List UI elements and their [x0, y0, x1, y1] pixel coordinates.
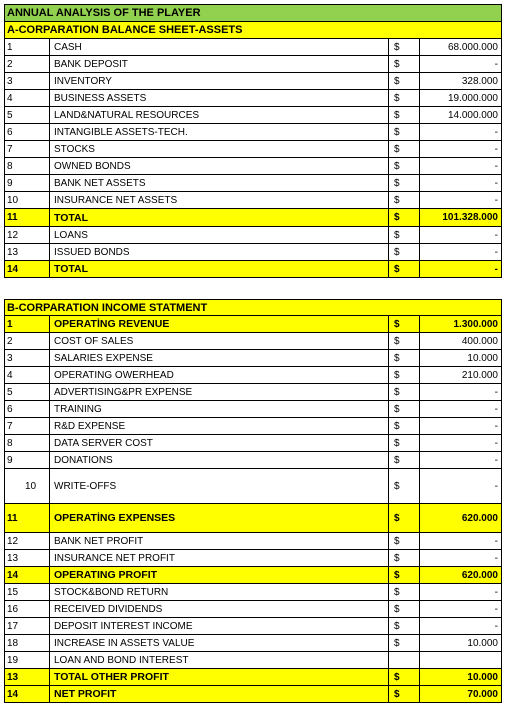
value-cell[interactable]: 400.000: [461, 335, 498, 347]
row-label[interactable]: STOCKS: [50, 141, 389, 157]
table-row: [4, 533, 502, 550]
table-row: [4, 227, 502, 244]
row-number[interactable]: 2: [5, 333, 50, 349]
row-label[interactable]: OPERATİNG EXPENSES: [50, 504, 389, 532]
table-row: [4, 401, 502, 418]
table-row: [4, 56, 502, 73]
currency-cell[interactable]: $: [389, 261, 420, 277]
value-cell[interactable]: 1.300.000: [453, 318, 498, 330]
row-label[interactable]: SALARIES EXPENSE: [50, 350, 389, 366]
section-a-title: A-CORPARATION BALANCE SHEET-ASSETS: [7, 24, 243, 36]
table-row: [4, 175, 502, 192]
currency-cell[interactable]: $: [389, 39, 420, 55]
row-number[interactable]: 13: [5, 550, 50, 566]
table-row: [4, 435, 502, 452]
currency-cell[interactable]: $: [389, 533, 420, 549]
row-number[interactable]: 5: [5, 384, 50, 400]
row-label[interactable]: INVENTORY: [50, 73, 389, 89]
row-number[interactable]: 2: [5, 56, 50, 72]
table-row: [4, 601, 502, 618]
row-label[interactable]: BANK DEPOSIT: [50, 56, 389, 72]
row-number[interactable]: 12: [5, 227, 50, 243]
row-number[interactable]: 9: [5, 175, 50, 191]
row-number[interactable]: 7: [5, 141, 50, 157]
table-row: [4, 124, 502, 141]
row-label[interactable]: DEPOSIT INTEREST INCOME: [50, 618, 389, 634]
currency-cell[interactable]: $: [389, 567, 420, 583]
row-number[interactable]: 5: [5, 107, 50, 123]
currency-cell[interactable]: $: [389, 175, 420, 191]
section-b-title-row: [4, 299, 502, 316]
value-cell[interactable]: 620.000: [461, 569, 498, 581]
currency-cell[interactable]: $: [389, 367, 420, 383]
table-row: [4, 192, 502, 209]
value-cell[interactable]: -: [494, 194, 498, 206]
row-number[interactable]: 3: [5, 73, 50, 89]
value-cell[interactable]: -: [494, 126, 498, 138]
value-cell[interactable]: -: [494, 58, 498, 70]
currency-cell[interactable]: $: [389, 384, 420, 400]
row-number[interactable]: 17: [5, 618, 50, 634]
row-number[interactable]: 7: [5, 418, 50, 434]
value-cell[interactable]: -: [494, 437, 498, 449]
currency-cell[interactable]: $: [389, 227, 420, 243]
currency-cell[interactable]: $: [389, 584, 420, 600]
currency-cell[interactable]: $: [389, 669, 420, 685]
currency-cell[interactable]: $: [389, 635, 420, 651]
currency-cell[interactable]: $: [389, 90, 420, 106]
value-cell[interactable]: -: [494, 160, 498, 172]
value-cell[interactable]: -: [494, 386, 498, 398]
table-row: [4, 550, 502, 567]
value-cell[interactable]: -: [494, 480, 498, 492]
row-number[interactable]: 8: [5, 435, 50, 451]
row-label[interactable]: LOANS: [50, 227, 389, 243]
value-cell[interactable]: 10.000: [467, 352, 498, 364]
value-cell[interactable]: -: [494, 403, 498, 415]
currency-cell[interactable]: $: [389, 244, 420, 260]
table-row: [4, 367, 502, 384]
row-label[interactable]: STOCK&BOND RETURN: [50, 584, 389, 600]
value-cell[interactable]: -: [494, 229, 498, 241]
row-number[interactable]: 10: [5, 469, 50, 503]
row-number[interactable]: 11: [5, 209, 50, 226]
table-row: [4, 635, 502, 652]
row-label[interactable]: BANK NET PROFIT: [50, 533, 389, 549]
row-label[interactable]: OPERATING OWERHEAD: [50, 367, 389, 383]
row-label[interactable]: ADVERTISING&PR EXPENSE: [50, 384, 389, 400]
currency-cell[interactable]: $: [389, 686, 420, 702]
row-number[interactable]: 14: [5, 567, 50, 583]
row-label[interactable]: INCREASE IN ASSETS VALUE: [50, 635, 389, 651]
currency-cell[interactable]: $: [389, 333, 420, 349]
value-cell[interactable]: 210.000: [461, 369, 498, 381]
row-number[interactable]: 9: [5, 452, 50, 468]
section-b-title: B-CORPARATION INCOME STATMENT: [7, 301, 208, 314]
value-cell[interactable]: -: [494, 246, 498, 258]
currency-cell[interactable]: $: [389, 550, 420, 566]
currency-cell[interactable]: $: [389, 418, 420, 434]
row-label[interactable]: TOTAL: [50, 261, 389, 277]
table-row: [4, 244, 502, 261]
row-label[interactable]: LOAN AND BOND INTEREST: [50, 652, 389, 668]
row-number[interactable]: 15: [5, 584, 50, 600]
value-cell[interactable]: -: [494, 143, 498, 155]
row-label[interactable]: RECEIVED DIVIDENDS: [50, 601, 389, 617]
row-number[interactable]: 3: [5, 350, 50, 366]
row-number[interactable]: 18: [5, 635, 50, 651]
currency-cell[interactable]: $: [389, 435, 420, 451]
currency-cell[interactable]: $: [389, 158, 420, 174]
row-label[interactable]: ISSUED BONDS: [50, 244, 389, 260]
row-label[interactable]: TOTAL: [50, 209, 389, 226]
value-cell[interactable]: [420, 652, 501, 668]
value-cell[interactable]: -: [494, 603, 498, 615]
section-a-title-row: [4, 22, 502, 39]
table-row: [4, 107, 502, 124]
row-label[interactable]: DONATIONS: [50, 452, 389, 468]
currency-cell[interactable]: $: [389, 56, 420, 72]
value-cell[interactable]: -: [494, 454, 498, 466]
table-row: [4, 158, 502, 175]
table-row: [4, 350, 502, 367]
table-row: [4, 209, 502, 227]
row-label[interactable]: LAND&NATURAL RESOURCES: [50, 107, 389, 123]
value-cell[interactable]: 10.000: [467, 671, 498, 683]
value-cell[interactable]: -: [494, 586, 498, 598]
row-number[interactable]: 4: [5, 90, 50, 106]
row-number[interactable]: 4: [5, 367, 50, 383]
row-number[interactable]: 1: [5, 316, 50, 332]
row-label[interactable]: R&D EXPENSE: [50, 418, 389, 434]
value-cell[interactable]: -: [494, 263, 498, 275]
table-row: [4, 90, 502, 107]
row-label[interactable]: TRAINING: [50, 401, 389, 417]
row-number[interactable]: 14: [5, 686, 50, 702]
currency-cell[interactable]: $: [389, 124, 420, 140]
row-number[interactable]: 8: [5, 158, 50, 174]
table-row: [4, 39, 502, 56]
currency-cell[interactable]: $: [389, 618, 420, 634]
row-label[interactable]: BUSINESS ASSETS: [50, 90, 389, 106]
row-label[interactable]: DATA SERVER COST: [50, 435, 389, 451]
table-row: [4, 418, 502, 435]
row-label[interactable]: INSURANCE NET ASSETS: [50, 192, 389, 208]
currency-cell[interactable]: $: [389, 316, 420, 332]
row-label[interactable]: INTANGIBLE ASSETS-TECH.: [50, 124, 389, 140]
row-label[interactable]: BANK NET ASSETS: [50, 175, 389, 191]
row-number[interactable]: 1: [5, 39, 50, 55]
currency-cell[interactable]: $: [389, 209, 420, 226]
currency-cell[interactable]: $: [389, 601, 420, 617]
value-cell[interactable]: 19.000.000: [447, 92, 498, 104]
currency-cell[interactable]: $: [389, 469, 420, 503]
currency-cell[interactable]: $: [389, 504, 420, 532]
value-cell[interactable]: -: [494, 552, 498, 564]
sheet-title: ANNUAL ANALYSIS OF THE PLAYER: [7, 7, 201, 19]
row-number[interactable]: 13: [5, 244, 50, 260]
table-row: [4, 618, 502, 635]
value-cell[interactable]: 101.328.000: [442, 212, 498, 223]
table-row: [4, 504, 502, 533]
row-label[interactable]: COST OF SALES: [50, 333, 389, 349]
row-number[interactable]: 12: [5, 533, 50, 549]
table-row: [4, 469, 502, 504]
row-number[interactable]: 6: [5, 124, 50, 140]
table-row: [4, 567, 502, 584]
table-row: [4, 652, 502, 669]
table-row: [4, 141, 502, 158]
sheet-title-row: [4, 4, 502, 22]
table-row: [4, 384, 502, 401]
value-cell[interactable]: -: [494, 620, 498, 632]
row-label[interactable]: NET PROFIT: [50, 686, 389, 702]
value-cell[interactable]: 14.000.000: [447, 109, 498, 121]
row-number[interactable]: 19: [5, 652, 50, 668]
value-cell[interactable]: 68.000.000: [447, 41, 498, 53]
table-row: [4, 333, 502, 350]
currency-cell[interactable]: [389, 652, 420, 668]
currency-cell[interactable]: $: [389, 452, 420, 468]
row-number[interactable]: 13: [5, 669, 50, 685]
row-label[interactable]: WRITE-OFFS: [50, 469, 389, 503]
value-cell[interactable]: -: [494, 420, 498, 432]
table-row: [4, 686, 502, 703]
currency-cell[interactable]: $: [389, 192, 420, 208]
row-label[interactable]: INSURANCE NET PROFIT: [50, 550, 389, 566]
row-number[interactable]: 10: [5, 192, 50, 208]
table-row: [4, 452, 502, 469]
table-row: [4, 669, 502, 686]
table-row: [4, 316, 502, 333]
value-cell[interactable]: 70.000: [467, 688, 498, 700]
value-cell[interactable]: -: [494, 177, 498, 189]
row-label[interactable]: CASH: [50, 39, 389, 55]
row-label[interactable]: OPERATING PROFIT: [50, 567, 389, 583]
row-number[interactable]: 14: [5, 261, 50, 277]
row-number[interactable]: 6: [5, 401, 50, 417]
row-label[interactable]: OWNED BONDS: [50, 158, 389, 174]
currency-cell[interactable]: $: [389, 401, 420, 417]
currency-cell[interactable]: $: [389, 107, 420, 123]
value-cell[interactable]: 10.000: [467, 637, 498, 649]
currency-cell[interactable]: $: [389, 350, 420, 366]
table-row: [4, 261, 502, 278]
value-cell[interactable]: -: [494, 535, 498, 547]
value-cell[interactable]: 620.000: [461, 512, 498, 524]
row-label[interactable]: OPERATİNG REVENUE: [50, 316, 389, 332]
value-cell[interactable]: 328.000: [461, 75, 498, 87]
row-label[interactable]: TOTAL OTHER PROFIT: [50, 669, 389, 685]
row-number[interactable]: 11: [5, 504, 50, 532]
table-row: [4, 73, 502, 90]
table-row: [4, 584, 502, 601]
currency-cell[interactable]: $: [389, 73, 420, 89]
row-number[interactable]: 16: [5, 601, 50, 617]
currency-cell[interactable]: $: [389, 141, 420, 157]
